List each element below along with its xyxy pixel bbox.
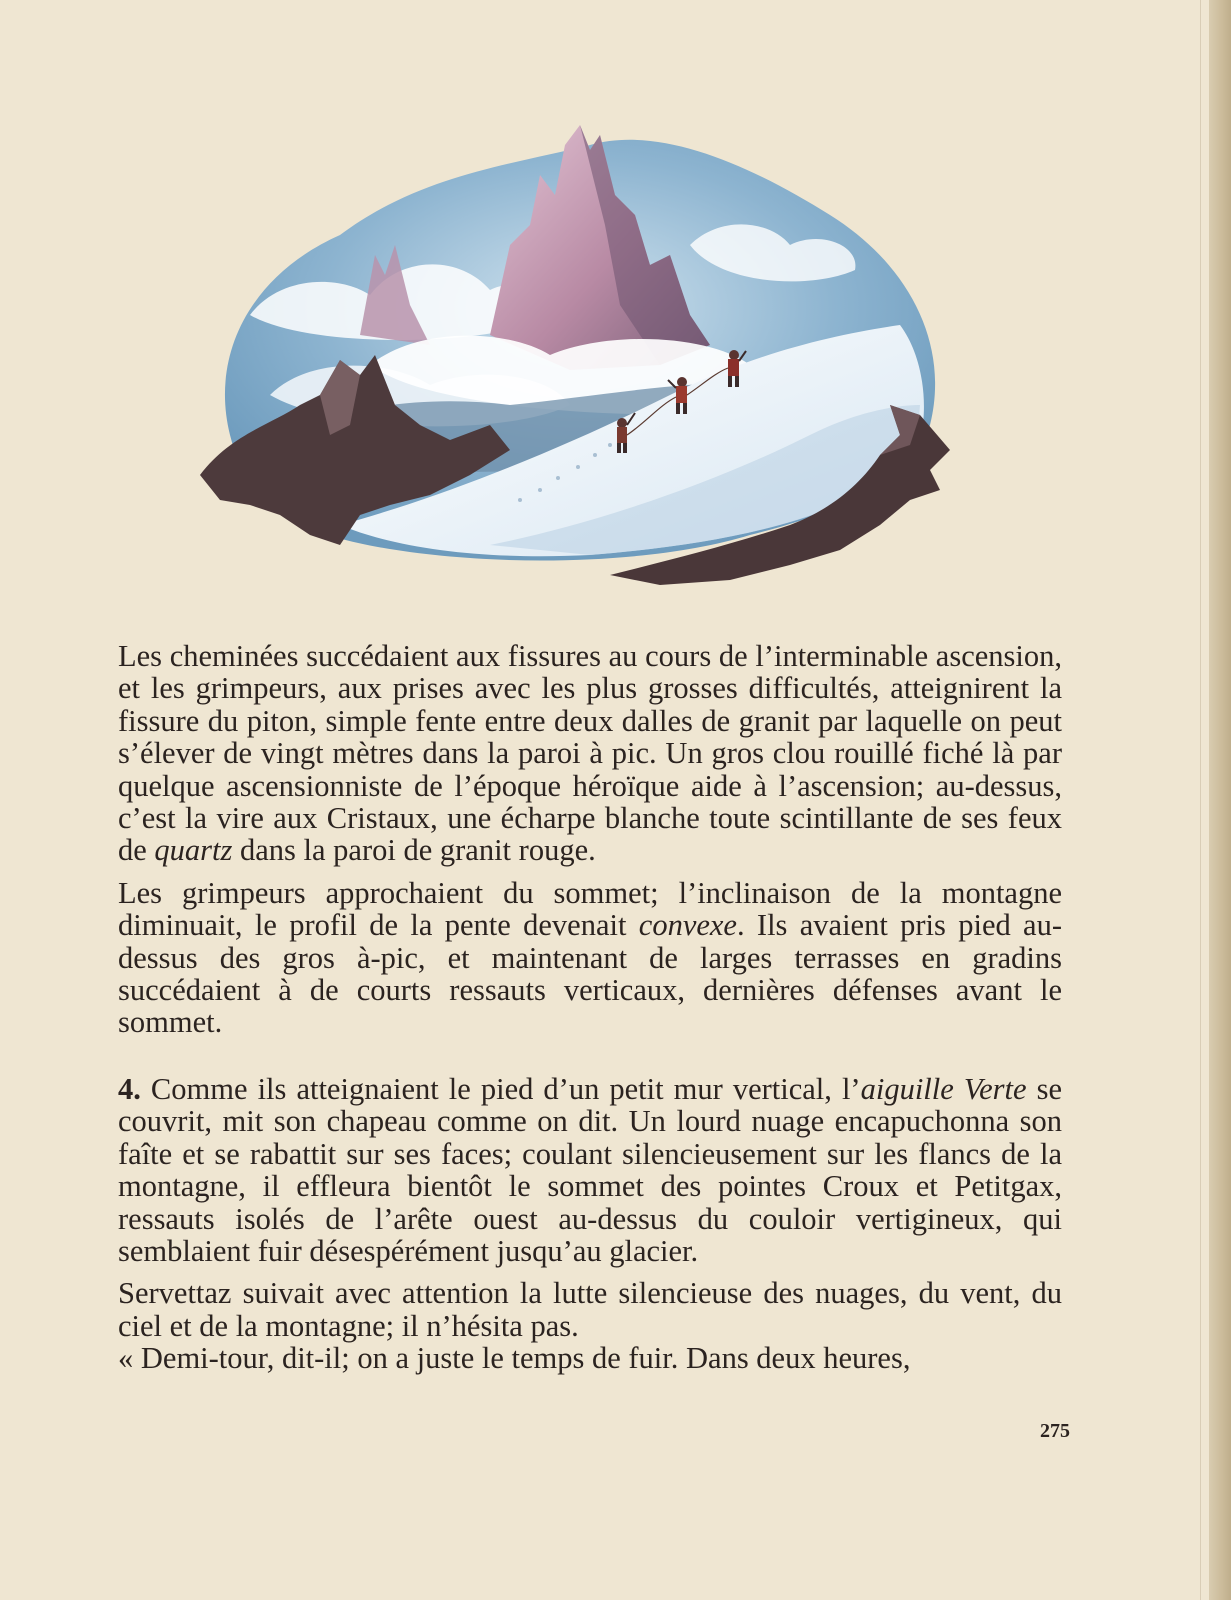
page-edge xyxy=(1209,0,1231,1600)
paragraph-2: Les grimpeurs approchaient du sommet; l’inclinaison de la montagne diminuait, le profil de la pente devenait convexe. Ils avaient pris pied au-dessus des gros à-pic, et maintenant de larges terrasses en gradins succédaient à de courts ressauts verticaux, dernières défenses avant le sommet. xyxy=(118,875,1063,1040)
section-number: 4. xyxy=(118,1071,141,1106)
paragraph-4: Servettaz suivait avec attention la lutte silencieuse des nuages, du vent, du ciel et de la montagne; il n’hésita pas. xyxy=(118,1276,1062,1343)
body-text xyxy=(118,640,1062,1385)
mountain-climbers-illustration xyxy=(190,105,960,595)
page-number: 275 xyxy=(1040,1420,1070,1442)
paragraph-3: 4. Comme ils atteignaient le pied d’un petit mur vertical, l’aiguille Verte se couvrit, mit son chapeau comme on dit. Un lourd nuage encapuchonna son faîte et se rabattit sur ses faces; coulant silencieusement sur les flancs de la montagne, il effleura bientôt le sommet des pointes Croux et Petitgax, ressauts isolés de l’arête ouest au-dessus du couloir vertigineux, qui semblaient fuir désespérément jusqu’au glacier. xyxy=(118,1071,1062,1268)
paragraph-1: Les cheminées succédaient aux fissures au cours de l’interminable ascension, et les grimpeurs, aux prises avec les plus grosses difficultés, atteignirent la fissure du piton, simple fente entre deux dalles de granit par laquelle on peut s’élever de vingt mètres dans la paroi à pic. Un gros clou rouillé fiché là par quelque ascensionniste de l’époque héroïque aide à l’ascension; au-dessus, c’est la vire aux Cristaux, une écharpe blanche toute scintillante de ses feux de quartz dans la paroi de granit rouge. xyxy=(118,639,1062,868)
paragraph-5: « Demi-tour, dit-il; on a juste le temps de fuir. Dans deux heures, xyxy=(118,1341,911,1376)
page-fold-line xyxy=(1200,0,1201,1600)
